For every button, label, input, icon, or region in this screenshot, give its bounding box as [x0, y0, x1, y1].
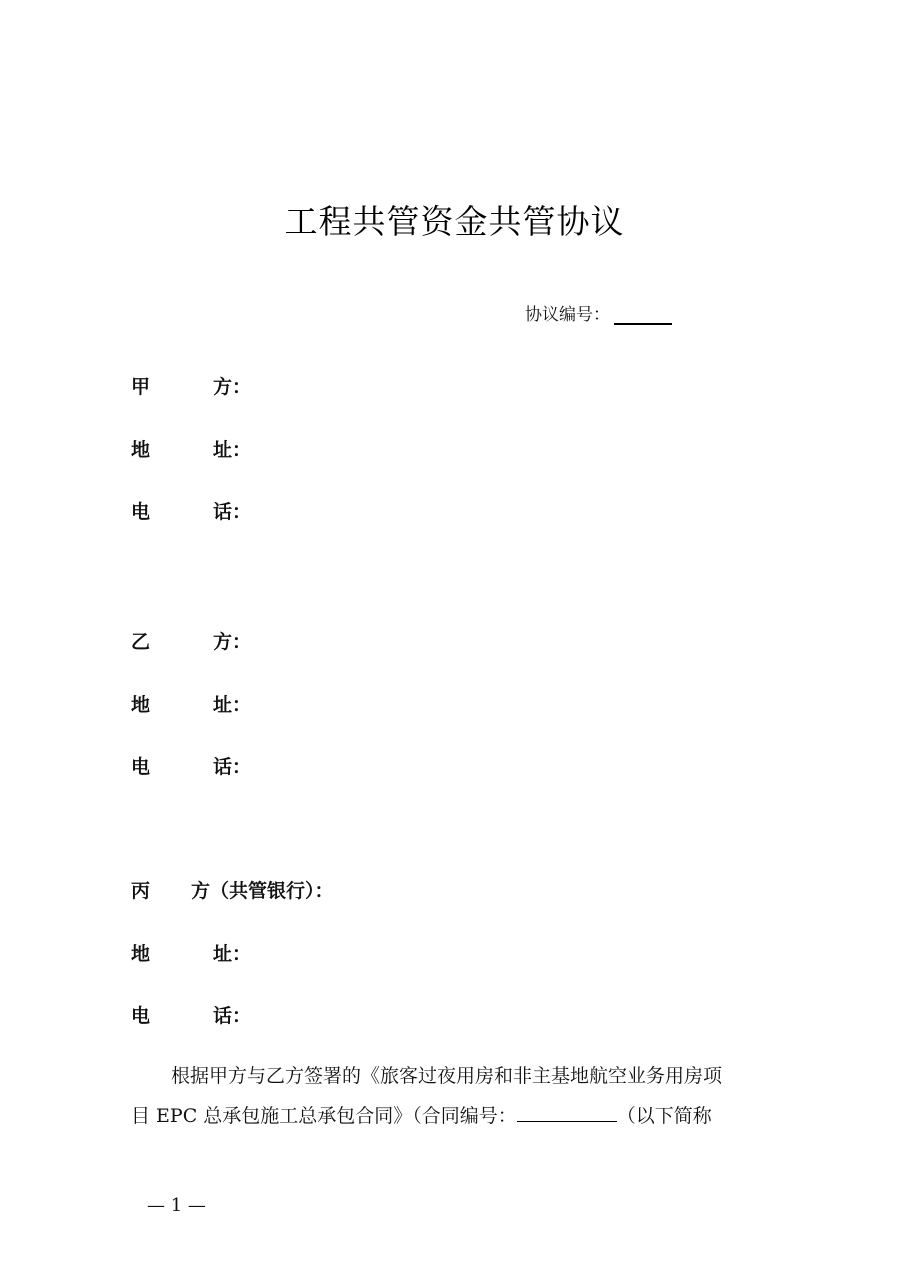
page-number: — 1 — [147, 1195, 206, 1216]
document-title: 工程共管资金共管协议 [284, 202, 625, 241]
party-c-phone-label-1: 电 [131, 1005, 151, 1027]
party-c-address-label-2: 址： [213, 943, 252, 965]
contract-number-blank [517, 1103, 617, 1122]
party-a-phone-label-1: 电 [131, 501, 151, 523]
party-b-name-label-2: 方： [213, 631, 252, 653]
party-a-name [131, 372, 251, 399]
agreement-number-label: 协议编号： [525, 305, 610, 325]
agreement-number-blank [614, 305, 672, 325]
party-b-address [131, 690, 251, 717]
party-c-phone [131, 1001, 251, 1028]
party-c-name [131, 876, 334, 903]
body-line-1: 根据甲方与乙方签署的《旅客过夜用房和非主基地航空业务用房项 [171, 1065, 723, 1087]
party-a-phone-label-2: 话： [213, 501, 252, 523]
party-c-name-label-1: 丙 [131, 880, 151, 902]
party-c-phone-label-2: 话： [213, 1005, 252, 1027]
party-a-phone [131, 497, 251, 524]
party-a-address [131, 435, 251, 462]
party-c-address [131, 939, 251, 966]
party-b-name [131, 627, 251, 654]
agreement-number [525, 300, 672, 325]
party-a-address-label-2: 址： [213, 439, 252, 461]
party-b-phone-label-1: 电 [131, 756, 151, 778]
body-line-2 [131, 1096, 791, 1136]
party-b-phone-label-2: 话： [213, 756, 252, 778]
party-a-name-label-2: 方： [213, 376, 252, 398]
body-line-2-post: （以下简称 [616, 1105, 712, 1127]
party-b-phone [131, 752, 251, 779]
party-c-address-label-1: 地 [131, 943, 151, 965]
party-b-address-label-2: 址： [213, 694, 252, 716]
party-a-name-label-1: 甲 [131, 376, 151, 398]
party-b-address-label-1: 地 [131, 694, 151, 716]
party-a-address-label-1: 地 [131, 439, 151, 461]
body-line-2-pre: 目 EPC 总承包施工总承包合同》（合同编号： [131, 1105, 517, 1127]
body-paragraph [131, 1056, 791, 1136]
party-c-name-label-2: 方（共管银行）： [191, 880, 334, 902]
party-b-name-label-1: 乙 [131, 631, 151, 653]
